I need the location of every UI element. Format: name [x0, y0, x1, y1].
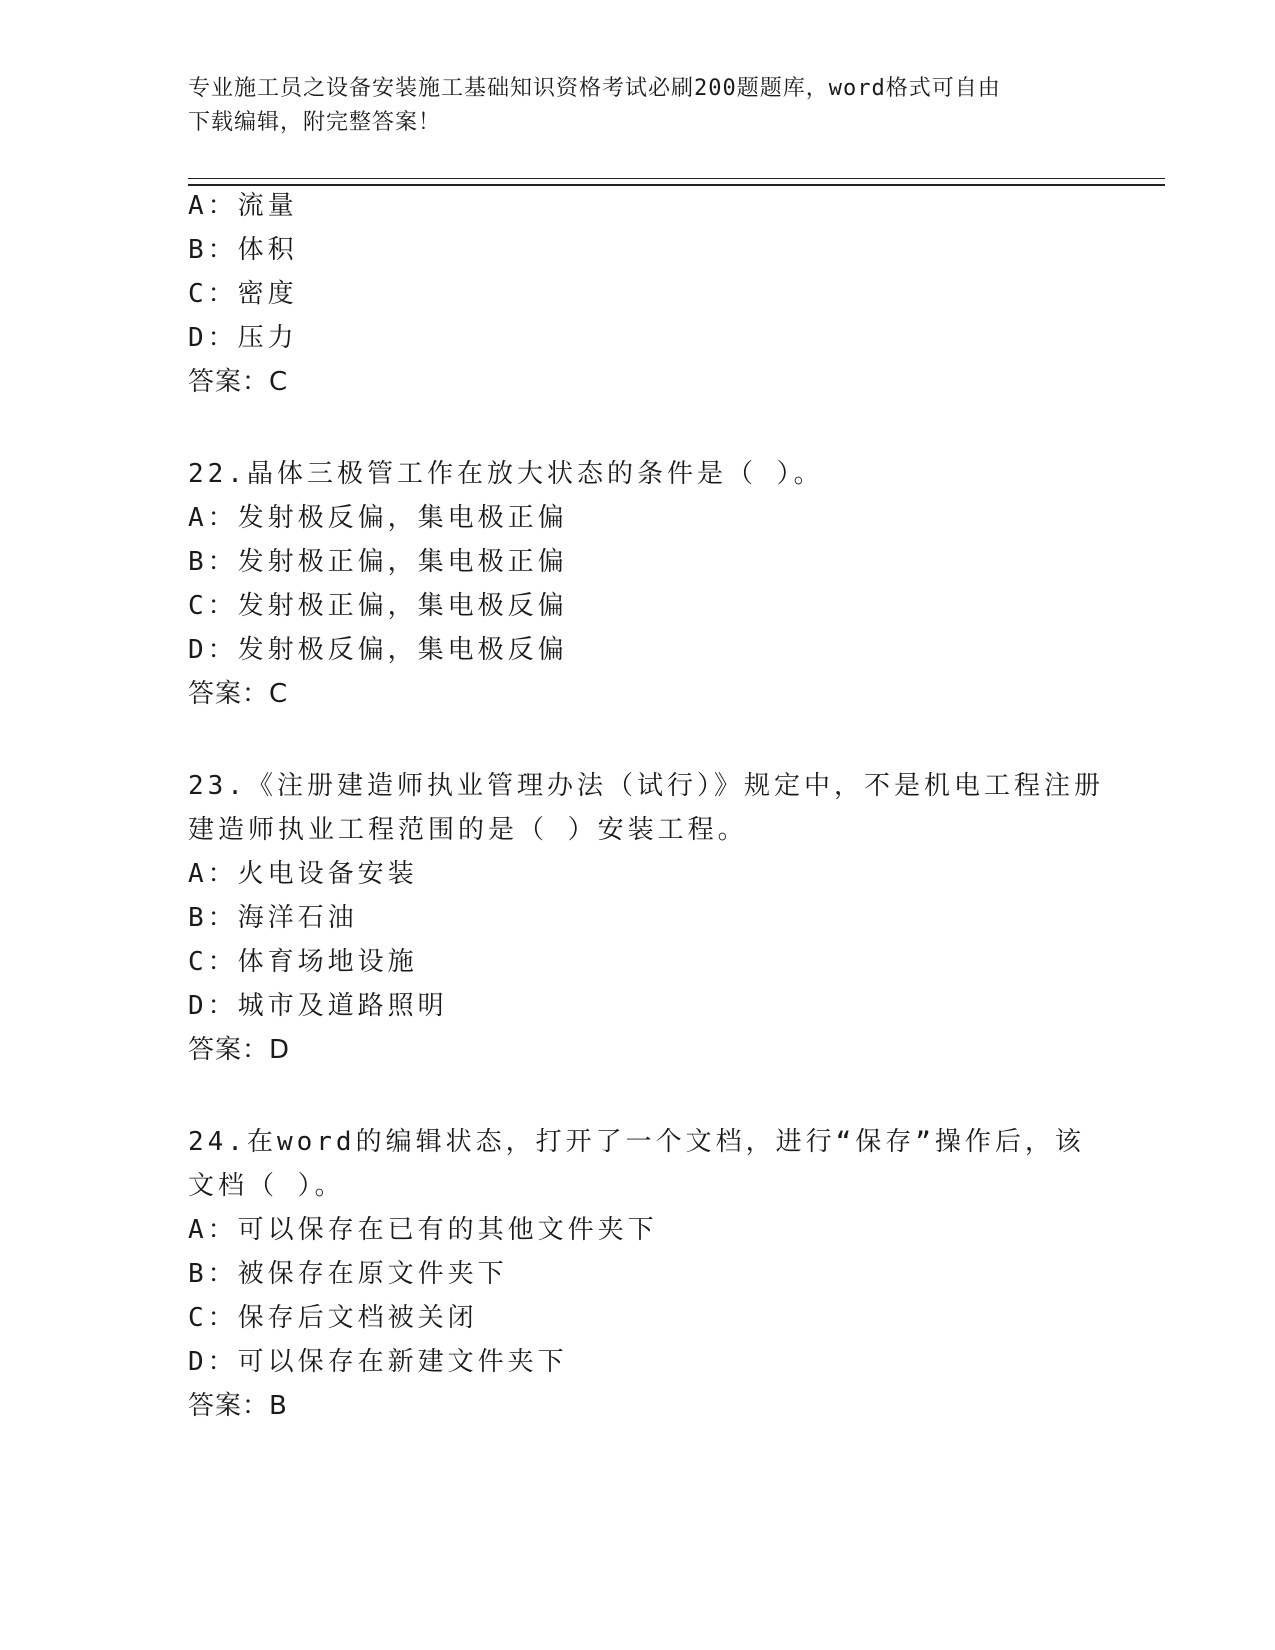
q23-option-a: A：火电设备安装: [188, 859, 418, 889]
answer-label: 答案：: [188, 679, 270, 709]
answer-value: B: [269, 1391, 288, 1421]
q24-option-d: D：可以保存在新建文件夹下: [188, 1347, 568, 1377]
q24-option-b: B：被保存在原文件夹下: [188, 1259, 508, 1289]
q21-answer: [188, 364, 288, 400]
q21-option-c: C：密度: [188, 279, 298, 309]
header-line-2: 下载编辑，附完整答案！: [188, 110, 442, 135]
q24-answer: [188, 1388, 288, 1424]
q23-option-b: B：海洋石油: [188, 903, 358, 933]
answer-value: D: [269, 1035, 291, 1065]
q22-option-b: B：发射极正偏，集电极正偏: [188, 547, 568, 577]
q22-option-a: A：发射极反偏，集电极正偏: [188, 503, 568, 533]
q24-option-a: A：可以保存在已有的其他文件夹下: [188, 1215, 658, 1245]
q23-option-d: D：城市及道路照明: [188, 991, 448, 1021]
answer-label: 答案：: [188, 367, 270, 397]
document-header: [188, 72, 1088, 140]
q24-option-c: C：保存后文档被关闭: [188, 1303, 478, 1333]
q24-question-line-1: 24.在word的编辑状态，打开了一个文档，进行“保存”操作后，该: [188, 1127, 1085, 1157]
q22-option-d: D：发射极反偏，集电极反偏: [188, 635, 568, 665]
q23-question-line-1: 23.《注册建造师执业管理办法（试行）》规定中，不是机电工程注册: [188, 771, 1104, 801]
q21-option-d: D：压力: [188, 323, 298, 353]
q23-question-line-2: 建造师执业工程范围的是（ ）安装工程。: [188, 815, 748, 845]
header-line-1: 专业施工员之设备安装施工基础知识资格考试必刷200题题库，word格式可自由: [188, 76, 1001, 101]
q21-option-b: B：体积: [188, 235, 298, 265]
answer-value: C: [269, 367, 289, 397]
q21-option-a: A：流量: [188, 191, 298, 221]
q23-answer: [188, 1032, 290, 1068]
q23-option-c: C：体育场地设施: [188, 947, 418, 977]
q22-option-c: C：发射极正偏，集电极反偏: [188, 591, 568, 621]
answer-label: 答案：: [188, 1391, 270, 1421]
answer-value: C: [269, 679, 289, 709]
q24-question-line-2: 文档（ ）。: [188, 1171, 345, 1201]
header-divider: [188, 178, 1165, 186]
answer-label: 答案：: [188, 1035, 270, 1065]
q22-question: 22.晶体三极管工作在放大状态的条件是（ ）。: [188, 459, 824, 489]
q22-answer: [188, 676, 288, 712]
